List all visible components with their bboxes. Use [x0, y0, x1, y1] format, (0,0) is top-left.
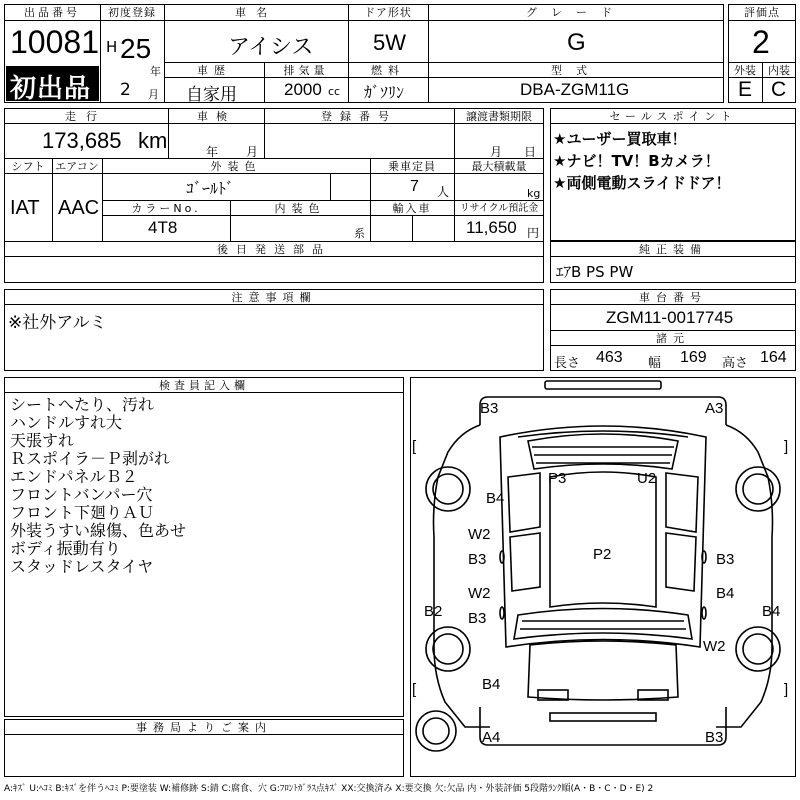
damage-mark: U2	[637, 470, 657, 487]
office-label: 事務局よりご案内	[136, 721, 272, 734]
max-load-label: 最大積載量	[471, 160, 527, 173]
equipment: ｴｱB PS PW	[556, 263, 634, 281]
door-type: 5W	[373, 30, 406, 55]
exterior-grade: E	[738, 78, 753, 101]
inspector-line: 天張すれ	[10, 431, 75, 450]
legend: A:ｷｽﾞ U:ﾍｺﾐ B:ｷｽﾞを伴うﾍｺﾐ P:要塗装 W:補修跡 S:錆 C:腐食、穴 G:ﾌﾛﾝﾄｶﾞﾗｽ点ｷｽﾞ XX:交換済み X:要交換 欠:欠品 内・外装評価 5段階ﾗﾝｸ順(A・B・C・D・E) 2	[4, 784, 654, 794]
damage-mark: B3	[705, 729, 724, 746]
height-label: 高さ	[722, 356, 749, 371]
interior-label: 内装	[768, 64, 790, 77]
int-color-label: 内装色	[274, 202, 326, 215]
height: 164	[760, 349, 787, 366]
chassis-no: ZGM11-0017745	[606, 308, 734, 327]
int-color-unit: 系	[354, 227, 365, 240]
fuel-label: 燃料	[371, 64, 405, 77]
equipment-label: 純正装備	[639, 243, 707, 256]
damage-mark: A3	[705, 400, 724, 417]
transfer-month-unit: 月	[490, 145, 503, 159]
color-no: 4T8	[148, 218, 178, 237]
inspector-line: スタッドレスタイヤ	[10, 557, 154, 576]
history-label: 車歴	[197, 64, 231, 77]
first-reg-label: 初度登録	[108, 6, 156, 19]
damage-mark: B4	[762, 603, 781, 620]
shift-label: シフト	[11, 160, 45, 173]
color-no-label: カラーNo.	[131, 202, 201, 215]
bracket-mark: [	[412, 438, 417, 455]
first-listing-text: 初出品	[10, 74, 92, 104]
dims-label: 諸元	[656, 332, 690, 345]
damage-mark: B3	[716, 551, 735, 568]
capacity-unit: 人	[437, 185, 450, 199]
recycle-unit: 円	[527, 226, 540, 240]
damage-mark: B3	[468, 551, 487, 568]
inspector-line: Ｒスポイラ－Ｐ剥がれ	[10, 449, 171, 468]
displacement: 2000	[284, 80, 322, 99]
capacity: 7	[410, 178, 419, 195]
insp-month-unit: 月	[246, 145, 259, 159]
interior-grade: C	[771, 78, 787, 101]
lot-no: 10081	[10, 24, 99, 60]
capacity-label: 乗車定員	[388, 160, 436, 173]
exterior-label: 外装	[734, 64, 756, 77]
import-label: 輸入車	[392, 202, 432, 215]
sales-points-list	[553, 128, 731, 194]
inspector-notes	[10, 396, 186, 576]
damage-mark: B4	[486, 490, 505, 507]
grade-label: グレード	[526, 6, 626, 19]
damage-mark: B4	[716, 585, 735, 602]
inspector-line: エンドパネルＢ２	[10, 467, 138, 486]
score: 2	[752, 24, 770, 60]
inspector-line: ボディ振動有り	[10, 539, 121, 558]
reg-year: 25	[120, 33, 152, 64]
car-diagram	[410, 377, 796, 777]
ac-type: AAC	[58, 197, 100, 219]
recycle-label: リサイクル預託金	[459, 203, 539, 214]
damage-mark: P3	[548, 470, 567, 487]
ac-label: エアコン	[55, 160, 99, 173]
bracket-mark: [	[412, 681, 417, 698]
later-parts-label: 後日発送部品	[217, 243, 331, 256]
insp-year-unit: 年	[206, 145, 219, 159]
sales-point: ★ユーザー買取車！	[553, 130, 687, 148]
transfer-day-unit: 日	[524, 145, 537, 159]
reg-no-label: 登録番号	[321, 110, 397, 123]
displacement-label: 排気量	[283, 64, 329, 77]
ext-color-label: 外装色	[210, 160, 262, 173]
car-name-label: 車名	[235, 6, 277, 19]
damage-mark: B2	[424, 603, 443, 620]
width: 169	[680, 349, 707, 366]
damage-mark: W2	[703, 638, 726, 655]
sales-point: ★ナビ！TV！Bカメラ！	[553, 152, 720, 170]
length-label: 長さ	[554, 356, 581, 371]
car-name: アイシス	[228, 35, 314, 60]
lot-no-label: 出品番号	[24, 6, 80, 19]
mileage-label: 走行	[65, 110, 107, 123]
damage-mark: A4	[482, 729, 501, 746]
inspector-line: シートへたり、汚れ	[10, 395, 155, 414]
sales-point: ★両側電動スライドドア！	[553, 174, 731, 192]
sales-points-label: セールスポイント	[609, 110, 737, 123]
reg-month: 2	[120, 80, 131, 100]
transfer-label: 譲渡書類期限	[466, 110, 532, 123]
chassis-label: 車台番号	[639, 291, 707, 304]
damage-mark: W2	[468, 526, 491, 543]
damage-mark: P2	[593, 546, 612, 563]
score-label: 評価点	[744, 6, 780, 19]
inspector-line: 外装うすい線傷、色あせ	[10, 521, 187, 540]
era: H	[106, 38, 118, 56]
notes-label: 注意事項欄	[231, 291, 317, 304]
damage-mark: B3	[480, 400, 499, 417]
notes: ※社外アルミ	[8, 313, 107, 333]
inspection-label: 車検	[197, 110, 235, 123]
damage-mark: B3	[468, 610, 487, 627]
max-load-unit: kg	[527, 187, 541, 200]
history: 自家用	[186, 85, 237, 105]
fuel: ｶﾞｿﾘﾝ	[364, 83, 405, 102]
model: DBA-ZGM11G	[520, 80, 630, 99]
grade: G	[567, 29, 586, 56]
mileage-unit: km	[138, 128, 168, 153]
width-label: 幅	[648, 356, 662, 371]
inspector-label: 検査員記入欄	[159, 379, 249, 392]
length: 463	[596, 349, 623, 366]
inspector-line: フロントバンパー穴	[10, 485, 153, 504]
month-unit: 月	[148, 88, 159, 101]
year-unit: 年	[150, 65, 161, 78]
shift: IAT	[10, 197, 40, 219]
ext-color: ｺﾞｰﾙﾄﾞ	[186, 179, 235, 198]
damage-mark: W2	[468, 585, 491, 602]
inspector-line: ハンドルすれ大	[10, 413, 123, 432]
mileage: 173,685	[42, 128, 122, 153]
bracket-mark: ]	[784, 681, 789, 698]
displacement-unit: cc	[328, 85, 341, 98]
model-label: 型式	[551, 64, 601, 77]
inspector-line: フロント下廻りＡＵ	[10, 503, 155, 522]
damage-mark: B4	[482, 676, 501, 693]
bracket-mark: ]	[784, 438, 789, 455]
recycle-fee: 11,650	[466, 218, 517, 237]
door-label: ドア形状	[364, 6, 412, 19]
